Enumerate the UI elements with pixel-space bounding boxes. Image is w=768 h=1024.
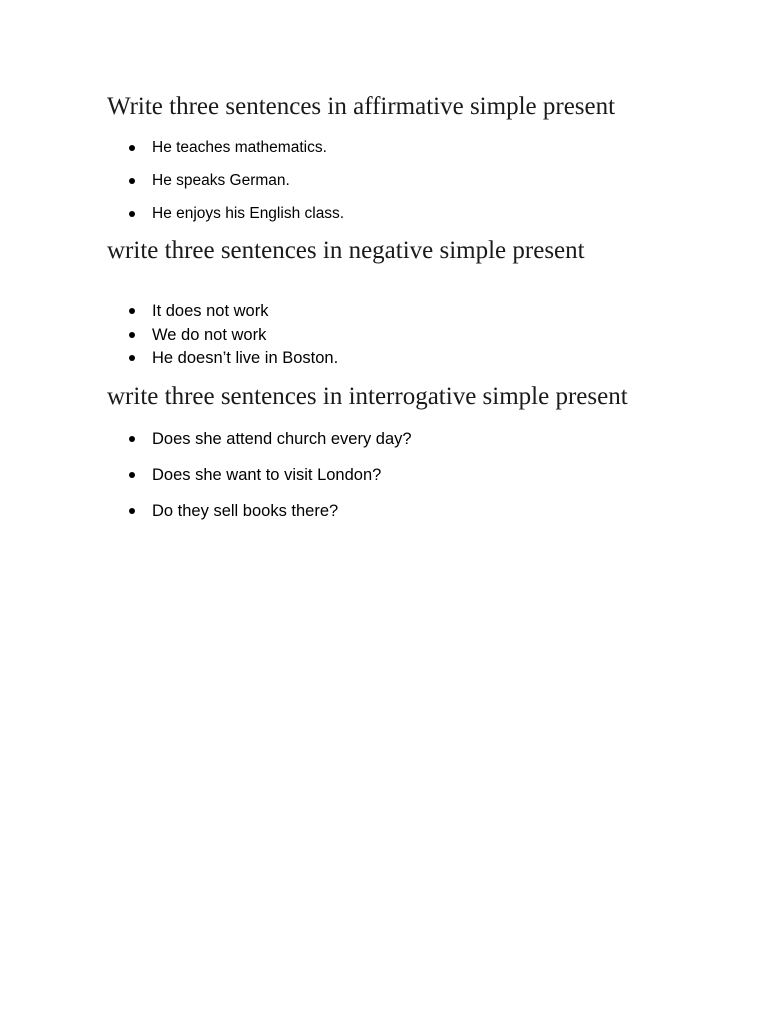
bullet-icon [129,211,135,217]
bullet-icon [129,508,135,514]
bullet-icon [129,355,135,361]
list-item-text: He speaks German. [152,172,290,189]
bullet-icon [129,436,135,442]
bullet-icon [129,332,135,338]
list-item-text: He teaches mathematics. [152,139,327,156]
list-item-text: He doesn’t live in Boston. [152,349,339,367]
list-item-text: Does she want to visit London? [152,466,382,484]
bullet-icon [129,178,135,184]
bullet-icon [129,145,135,151]
section-heading-interrogative: write three sentences in interrogative simple present [107,383,628,410]
list-item-text: He enjoys his English class. [152,205,345,222]
bullet-icon [129,308,135,314]
bullet-icon [129,472,135,478]
list-item-text: We do not work [152,326,267,344]
list-item-text: It does not work [152,302,269,320]
section-heading-affirmative: Write three sentences in affirmative simple present [107,93,616,120]
list-item-text: Does she attend church every day? [152,430,412,448]
section-heading-negative: write three sentences in negative simple present [107,237,585,264]
list-item-text: Do they sell books there? [152,502,339,520]
